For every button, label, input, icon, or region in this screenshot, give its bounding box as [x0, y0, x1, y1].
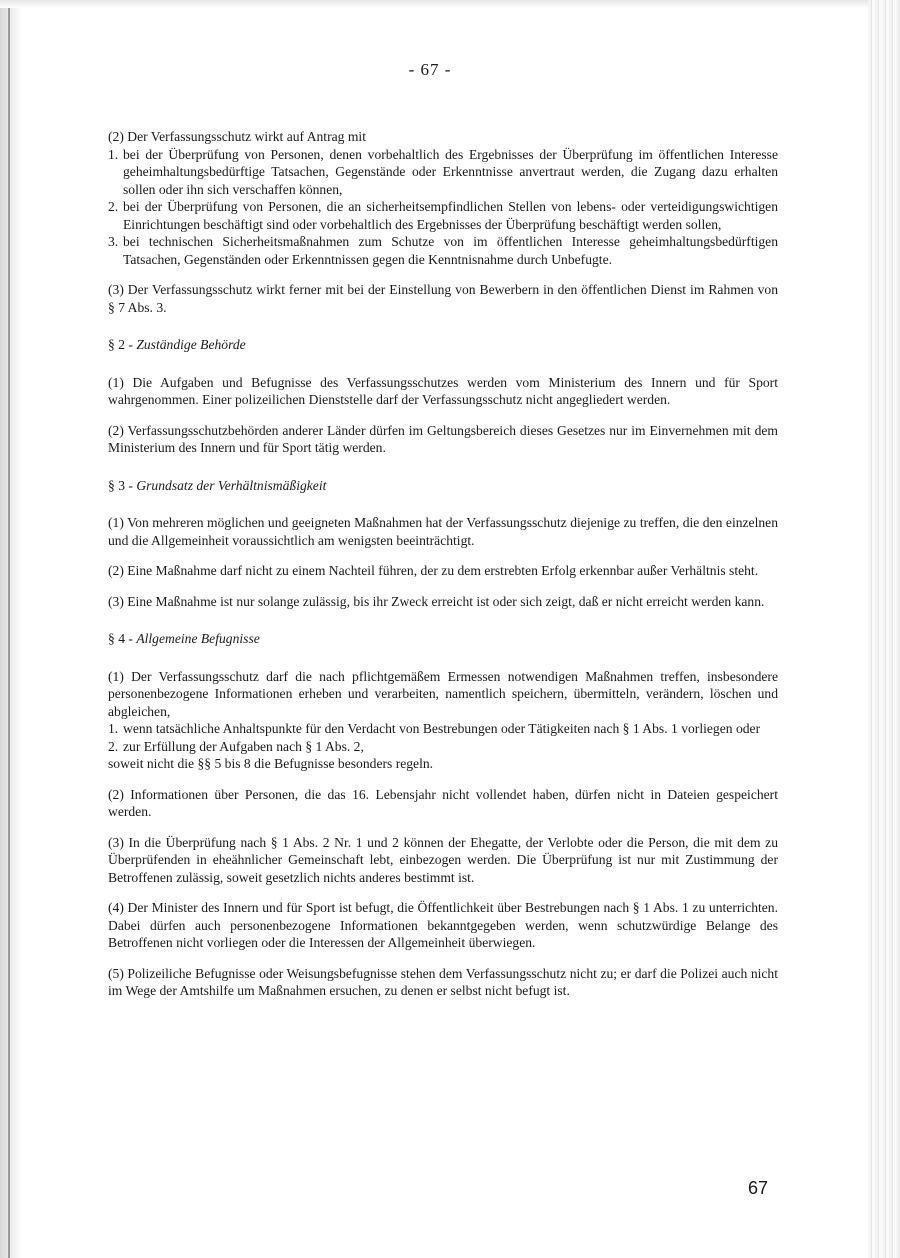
- section4-para4: (4) Der Minister des Innern und für Sport ist befugt, die Öffentlichkeit über Bestrebungen nach § 1 Abs. 1 zu unterrichten. Dabei dürfen auch personenbezogene Informationen bekanntgegeben werden, wenn schutzwürdige Belange des Betroffenen nicht vorliegen oder die Interessen der Allgemeinheit überwiegen.: [108, 900, 778, 950]
- document-body: [108, 128, 778, 1013]
- section-title: Allgemeine Befugnisse: [136, 631, 260, 646]
- section2-heading: [108, 336, 778, 354]
- section-title: Zuständige Behörde: [136, 337, 246, 352]
- scan-binding-line: [8, 0, 10, 1258]
- section3-para2: (2) Eine Maßnahme darf nicht zu einem Nachteil führen, der zu dem erstrebten Erfolg erkennbar außer Verhältnis steht.: [108, 563, 759, 578]
- scan-top-edge: [0, 0, 868, 8]
- list-item: 1. wenn tatsächliche Anhaltspunkte für den Verdacht von Bestrebungen oder Tätigkeiten nach § 1 Abs. 1 vorliegen oder: [108, 721, 761, 736]
- section-number: § 2 -: [108, 337, 133, 352]
- section-number: § 3 -: [108, 477, 133, 493]
- section1-para2-intro: (2) Der Verfassungsschutz wirkt auf Antrag mit: [108, 129, 366, 144]
- section-number: § 4 -: [108, 631, 133, 646]
- section4-para1-list: [108, 720, 778, 755]
- section4-para1-intro: (1) Der Verfassungsschutz darf die nach pflichtgemäßem Ermessen notwendigen Maßnahmen treffen, insbesondere personenbezogene Informationen erheben und verarbeiten, namentlich speichern, übermitteln, verändern, löschen und abgleichen,: [108, 668, 778, 719]
- section4-para2: (2) Informationen über Personen, die das 16. Lebensjahr nicht vollendet haben, dürfen nicht in Dateien gespeichert werden.: [108, 786, 778, 819]
- section3-heading: [108, 477, 778, 495]
- section1-para2-list: [108, 146, 778, 269]
- scan-right-edge: [868, 0, 900, 1258]
- list-item: 3. bei technischen Sicherheitsmaßnahmen zum Schutze von im öffentlichen Interesse geheimhaltungsbedürftigen Tatsachen, Gegenständen oder Erkenntnissen gegen die Kenntnisnahme durch Unbefugte.: [108, 234, 778, 267]
- page-number: 67: [748, 1178, 769, 1198]
- scan-left-edge: [0, 0, 22, 1258]
- section3-para1: (1) Von mehreren möglichen und geeigneten Maßnahmen hat der Verfassungsschutz diejenige zu treffen, die den einzelnen und die Allgemeinheit voraussichtlich am wenigsten beeinträchtigt.: [108, 515, 778, 548]
- section1-para3: (3) Der Verfassungsschutz wirkt ferner mit bei der Einstellung von Bewerbern in den öffentlichen Dienst im Rahmen von § 7 Abs. 3.: [108, 282, 778, 315]
- section4-para1-outro: soweit nicht die §§ 5 bis 8 die Befugnisse besonders regeln.: [108, 756, 434, 771]
- section4-para3: (3) In die Überprüfung nach § 1 Abs. 2 Nr. 1 und 2 können der Ehegatte, der Verlobte oder die Person, die mit dem zu Überprüfenden in eheähnlicher Gemeinschaft lebt, einbezogen werden. Die Überprüfung ist nur mit Zustimmung der Betroffenen zulässig, soweit gesetzlich nichts anderes bestimmt ist.: [108, 834, 778, 885]
- section4-para5: (5) Polizeiliche Befugnisse oder Weisungsbefugnisse stehen dem Verfassungsschutz nicht zu; er darf die Polizei auch nicht im Wege der Amtshilfe um Maßnahmen ersuchen, zu denen er selbst nicht befugt ist.: [108, 965, 778, 998]
- list-item: 1. bei der Überprüfung von Personen, denen vorbehaltlich des Ergebnisses der Überprüfung im öffentlichen Interesse geheimhaltungsbedürftige Tatsachen, Gegenstände oder Erkenntnisse anvertraut werden, die Zugang dazu erhalten sollen oder ihn sich verschaffen können,: [108, 146, 778, 197]
- list-item: 2. zur Erfüllung der Aufgaben nach § 1 Abs. 2,: [108, 738, 364, 754]
- page-header: - 67 -: [408, 60, 452, 79]
- section3-para3: (3) Eine Maßnahme ist nur solange zulässig, bis ihr Zweck erreicht ist oder sich zeigt, daß er nicht erreicht werden kann.: [108, 593, 765, 609]
- list-item: 2. bei der Überprüfung von Personen, die an sicherheitsempfindlichen Stellen von lebens- oder verteidigungswichtigen Einrichtungen beschäftigt sind oder vorbehaltlich des Ergebnisses der Überprüfung beschäftigt werden sollen,: [108, 199, 778, 232]
- section2-para2: (2) Verfassungsschutzbehörden anderer Länder dürfen im Geltungsbereich dieses Gesetzes nur im Einvernehmen mit dem Ministerium des Innern und für Sport tätig werden.: [108, 422, 778, 455]
- section2-para1: (1) Die Aufgaben und Befugnisse des Verfassungsschutzes werden vom Ministerium des Innern und für Sport wahrgenommen. Einer polizeilichen Dienststelle darf der Verfassungsschutz nicht angegliedert werden.: [108, 374, 778, 407]
- section-title: Grundsatz der Verhältnismäßigkeit: [136, 477, 327, 493]
- section4-heading: [108, 630, 778, 648]
